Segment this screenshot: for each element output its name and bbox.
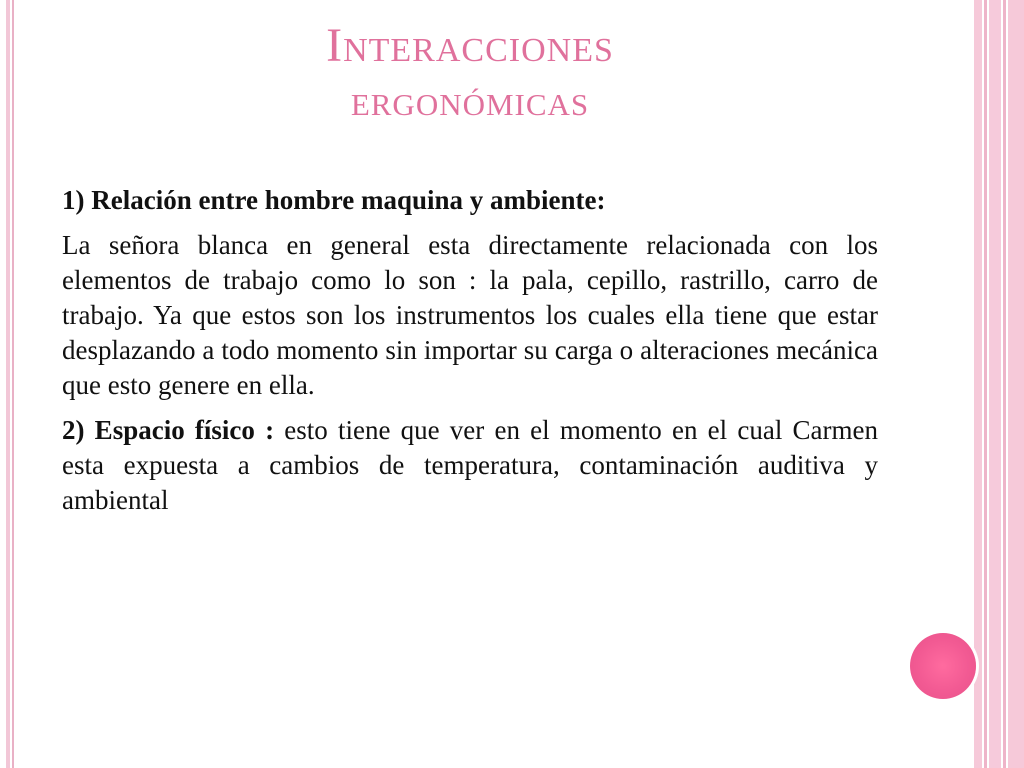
heading-relacion: 1) Relación entre hombre maquina y ambiente:: [62, 185, 606, 215]
slide-body: [62, 183, 878, 528]
stripe: [974, 0, 982, 768]
paragraph-1: [62, 183, 878, 218]
slide-title: [0, 18, 940, 127]
stripe: [1003, 0, 1006, 768]
paragraph-3-text: esto tiene que ver en el momento en el cual Carmen esta expuesta a cambios de temperatura, contaminación auditiva y ambiental: [62, 415, 878, 515]
right-decorative-stripes: [974, 0, 1024, 768]
paragraph-3: [62, 413, 878, 518]
stripe: [1008, 0, 1024, 768]
title-line-1: Interacciones: [326, 19, 614, 72]
heading-espacio-fisico: 2) Espacio físico :: [62, 415, 275, 445]
pink-circle-decoration: [910, 633, 976, 699]
title-line-2: ergonómicas: [350, 75, 590, 125]
paragraph-2: La señora blanca en general esta directamente relacionada con los elementos de trabajo como lo son : la pala, cepillo, rastrillo, carro de trabajo. Ya que estos son los instrumentos los cuales ella tiene que estar desplazando a todo momento sin importar su carga o alteraciones mecánica que esto genere en ella.: [62, 230, 878, 400]
stripe: [984, 0, 987, 768]
stripe: [989, 0, 1001, 768]
